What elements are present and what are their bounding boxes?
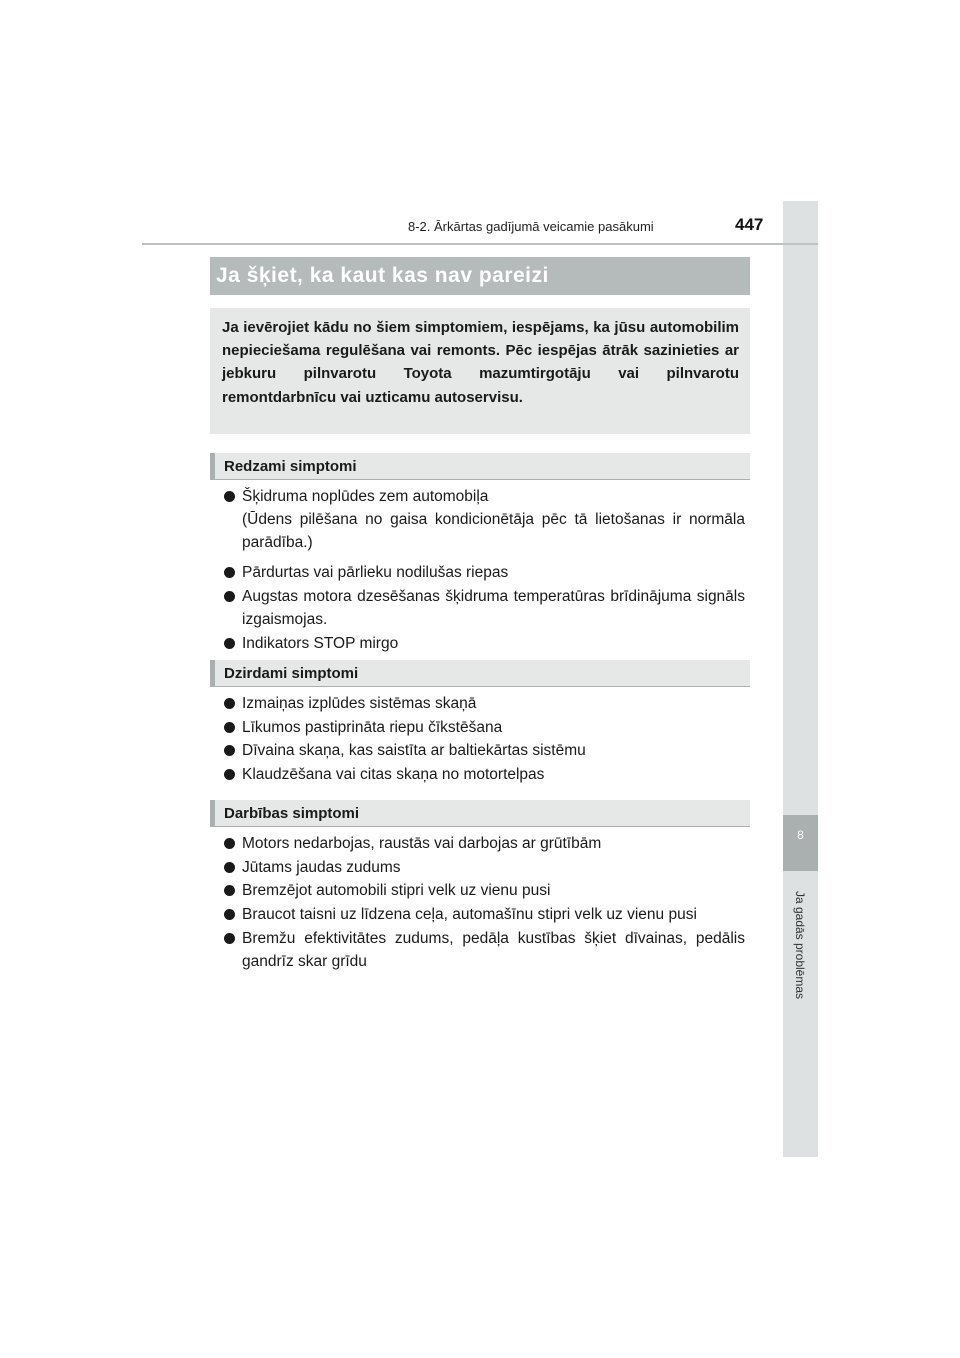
- page-title-bar: [210, 257, 750, 295]
- section-heading: Darbības simptomi: [224, 804, 360, 822]
- list-item: Braucot taisni uz līdzena ceļa, automašīnu stipri velk uz vienu pusi: [222, 903, 745, 926]
- list-item: Bremzējot automobili stipri velk uz vienu pusi: [222, 879, 745, 902]
- list-item: Indikators STOP mirgo: [222, 632, 745, 655]
- list-item: Jūtams jaudas zudums: [222, 856, 745, 879]
- section-heading-bar-visible: [210, 453, 750, 480]
- header-section-title: 8-2. Ārkārtas gadījumā veicamie pasākumi: [408, 219, 654, 234]
- page-title: Ja šķiet, ka kaut kas nav pareizi: [216, 264, 549, 287]
- list-item: Augstas motora dzesēšanas šķidruma temperatūras brīdinājuma signāls izgaismojas.: [222, 585, 745, 631]
- chapter-number: 8: [797, 828, 804, 842]
- chapter-side-label: Ja gadās problēmas: [793, 890, 807, 1000]
- audible-symptoms-list: [222, 692, 745, 787]
- bullet-icon: [224, 838, 235, 849]
- bullet-icon: [224, 862, 235, 873]
- section-heading-bar-operational: [210, 800, 750, 827]
- bullet-icon: [224, 885, 235, 896]
- bullet-icon: [224, 933, 235, 944]
- chapter-tab-active-marker: [783, 815, 818, 871]
- page-number: 447: [735, 215, 764, 234]
- section-heading: Redzami simptomi: [224, 457, 357, 475]
- operational-symptoms-list: [222, 832, 745, 974]
- bullet-icon: [224, 909, 235, 920]
- bullet-icon: [224, 567, 235, 578]
- bullet-icon: [224, 638, 235, 649]
- list-item: Šķidruma noplūdes zem automobiļa (Ūdens pilēšana no gaisa kondicionētāja pēc tā lietošanas ir normāla parādība.): [222, 485, 745, 555]
- bullet-icon: [224, 698, 235, 709]
- list-item: Līkumos pastiprināta riepu čīkstēšana: [222, 716, 745, 739]
- bullet-icon: [224, 722, 235, 733]
- list-item: Dīvaina skaņa, kas saistīta ar baltiekārtas sistēmu: [222, 739, 745, 762]
- list-item: Pārdurtas vai pārlieku nodilušas riepas: [222, 561, 745, 584]
- visible-symptoms-list: [222, 485, 745, 656]
- intro-box: [210, 308, 750, 434]
- section-heading: Dzirdami simptomi: [224, 664, 359, 682]
- bullet-icon: [224, 591, 235, 602]
- header-divider: [142, 243, 818, 245]
- section-heading-bar-audible: [210, 660, 750, 687]
- intro-text: Ja ievērojiet kādu no šiem simptomiem, iespējams, ka jūsu automobilim nepieciešama regulēšana vai remonts. Pēc iespējas ātrāk sazinieties ar jebkuru pilnvarotu Toyota mazumtirgotāju vai pilnvarotu remontdarbnīcu vai uzticamu autoservisu.: [222, 319, 739, 406]
- bullet-icon: [224, 769, 235, 780]
- list-item: Motors nedarbojas, raustās vai darbojas ar grūtībām: [222, 832, 745, 855]
- bullet-icon: [224, 491, 235, 502]
- bullet-icon: [224, 745, 235, 756]
- chapter-side-tab: [783, 201, 818, 1157]
- list-item: Klaudzēšana vai citas skaņa no motortelpas: [222, 763, 745, 786]
- list-item: Izmaiņas izplūdes sistēmas skaņā: [222, 692, 745, 715]
- list-item: Bremžu efektivitātes zudums, pedāļa kustības šķiet dīvainas, pedālis gandrīz skar grīdu: [222, 927, 745, 973]
